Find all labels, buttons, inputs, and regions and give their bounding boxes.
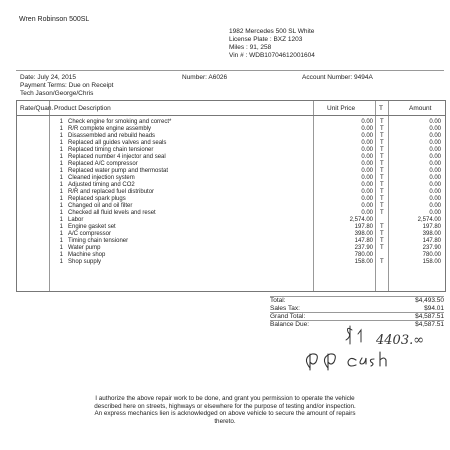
cell-qty: 1 bbox=[59, 224, 63, 230]
cell-qty: 1 bbox=[59, 203, 63, 209]
line-items-table bbox=[16, 100, 446, 292]
header-rate: Rate/Quan. bbox=[20, 105, 54, 112]
cell-desc: Engine gasket set bbox=[68, 224, 116, 230]
cell-tax: T bbox=[380, 133, 384, 139]
cell-tax: T bbox=[380, 140, 384, 146]
cell-desc: Replaced timing chain tensioner bbox=[68, 147, 154, 153]
table-row bbox=[17, 133, 445, 140]
cell-qty: 1 bbox=[59, 175, 63, 181]
cell-desc: Replaced A/C compressor bbox=[68, 161, 138, 167]
table-row bbox=[17, 161, 445, 168]
table-row bbox=[17, 189, 445, 196]
cell-price: 398.00 bbox=[354, 231, 373, 237]
cell-price: 0.00 bbox=[361, 126, 373, 132]
table-row bbox=[17, 140, 445, 147]
cell-amount: 0.00 bbox=[429, 182, 441, 188]
cell-tax: T bbox=[380, 119, 384, 125]
cell-amount: 0.00 bbox=[429, 175, 441, 181]
cell-tax: T bbox=[380, 182, 384, 188]
grand-total-label: Grand Total: bbox=[270, 313, 306, 320]
cell-qty: 1 bbox=[59, 140, 63, 146]
cell-qty: 1 bbox=[59, 231, 63, 237]
vehicle-model: 1982 Mercedes 500 SL White bbox=[229, 28, 315, 35]
cell-qty: 1 bbox=[59, 259, 63, 265]
cell-tax: T bbox=[380, 238, 384, 244]
cell-amount: 0.00 bbox=[429, 189, 441, 195]
cell-amount: 0.00 bbox=[429, 133, 441, 139]
cell-desc: Disassembled and rebuild heads bbox=[68, 133, 156, 139]
cell-amount: 0.00 bbox=[429, 140, 441, 146]
table-row bbox=[17, 252, 445, 259]
invoice-number: Number: A6026 bbox=[182, 74, 228, 81]
cell-desc: Changed oil and oil filter bbox=[68, 203, 133, 209]
cell-tax: T bbox=[380, 147, 384, 153]
cell-price: 0.00 bbox=[361, 175, 373, 181]
cell-qty: 1 bbox=[59, 210, 63, 216]
cell-price: 0.00 bbox=[361, 182, 373, 188]
cell-amount: 2,574.00 bbox=[417, 217, 441, 223]
cell-price: 2,574.00 bbox=[349, 217, 373, 223]
invoice-date: Date: July 24, 2015 bbox=[20, 74, 77, 81]
cell-desc: Water pump bbox=[68, 245, 101, 251]
handwritten-amount: 4403.∞ bbox=[376, 333, 425, 348]
cell-amount: 0.00 bbox=[429, 119, 441, 125]
cell-desc: Cleaned injection system bbox=[68, 175, 135, 181]
cell-price: 158.00 bbox=[354, 259, 373, 265]
account-number: Account Number: 9494A bbox=[302, 74, 373, 81]
cell-amount: 0.00 bbox=[429, 126, 441, 132]
table-row bbox=[17, 259, 445, 266]
table-row bbox=[17, 217, 445, 224]
cell-qty: 1 bbox=[59, 182, 63, 188]
balance-due-value: $4,587.51 bbox=[415, 321, 444, 328]
authorization-statement: I authorize the above repair work to be done, and grant you permission to operate the vehicle described here on streets, highways or elsewhere for the purpose of testing and/or inspection. An express mechanics lien is acknowledged on above vehicle to secure the amount of repairs thereto. bbox=[94, 395, 356, 425]
cell-amount: 398.00 bbox=[422, 231, 441, 237]
cell-amount: 0.00 bbox=[429, 168, 441, 174]
header-tax: T bbox=[379, 105, 383, 112]
cell-amount: 780.00 bbox=[422, 252, 441, 258]
cell-price: 780.00 bbox=[354, 252, 373, 258]
cell-tax: T bbox=[380, 224, 384, 230]
table-row bbox=[17, 168, 445, 175]
cell-qty: 1 bbox=[59, 217, 63, 223]
cell-desc: Check engine for smoking and correct* bbox=[68, 119, 172, 125]
invoice-header bbox=[16, 70, 444, 101]
cell-desc: Replaced water pump and thermostat bbox=[68, 168, 169, 174]
grand-total-value: $4,587.51 bbox=[415, 313, 444, 320]
cell-amount: 0.00 bbox=[429, 196, 441, 202]
cell-tax: T bbox=[380, 210, 384, 216]
cell-desc: Adjusted timing and CO2 bbox=[68, 182, 135, 188]
technicians: Tech Jason/George/Chris bbox=[20, 90, 94, 97]
cell-qty: 1 bbox=[59, 238, 63, 244]
cell-tax: T bbox=[380, 126, 384, 132]
cell-tax: T bbox=[380, 189, 384, 195]
cell-price: 197.80 bbox=[354, 224, 373, 230]
balance-due-label: Balance Due: bbox=[270, 321, 310, 328]
cell-amount: 0.00 bbox=[429, 154, 441, 160]
cell-desc: Labor bbox=[68, 217, 84, 223]
total-value: $4,493.50 bbox=[415, 297, 444, 304]
cell-desc: Machine shop bbox=[68, 252, 106, 258]
cell-price: 0.00 bbox=[361, 210, 373, 216]
cell-amount: 197.80 bbox=[422, 224, 441, 230]
table-row bbox=[17, 147, 445, 154]
cell-amount: 0.00 bbox=[429, 147, 441, 153]
cell-desc: A/C compressor bbox=[68, 231, 112, 237]
cell-tax: T bbox=[380, 203, 384, 209]
sales-tax-value: $94.01 bbox=[424, 305, 444, 312]
cell-qty: 1 bbox=[59, 119, 63, 125]
cell-tax: T bbox=[380, 259, 384, 265]
cell-desc: R/R complete engine assembly bbox=[68, 126, 152, 132]
cell-tax: T bbox=[380, 196, 384, 202]
vehicle-vin: Vin # : WDB10704612001604 bbox=[229, 52, 315, 59]
cell-price: 0.00 bbox=[361, 133, 373, 139]
cell-amount: 0.00 bbox=[429, 161, 441, 167]
cell-tax: T bbox=[380, 175, 384, 181]
vehicle-info bbox=[229, 28, 315, 60]
table-row bbox=[17, 154, 445, 161]
cell-qty: 1 bbox=[59, 126, 63, 132]
cell-qty: 1 bbox=[59, 161, 63, 167]
cell-qty: 1 bbox=[59, 133, 63, 139]
cell-amount: 0.00 bbox=[429, 203, 441, 209]
table-row bbox=[17, 119, 445, 126]
cell-desc: Replaced all guides valves and seals bbox=[68, 140, 167, 146]
cell-desc: Checked all fluid levels and reset bbox=[68, 210, 156, 216]
cell-amount: 237.90 bbox=[422, 245, 441, 251]
handwritten-note bbox=[300, 324, 445, 374]
table-header bbox=[17, 101, 445, 116]
cell-price: 0.00 bbox=[361, 147, 373, 153]
cell-qty: 1 bbox=[59, 154, 63, 160]
cell-qty: 1 bbox=[59, 147, 63, 153]
table-row bbox=[17, 210, 445, 217]
cell-price: 0.00 bbox=[361, 189, 373, 195]
cell-amount: 158.00 bbox=[422, 259, 441, 265]
header-description: Product Description bbox=[54, 105, 111, 112]
table-row bbox=[17, 182, 445, 189]
cell-price: 237.90 bbox=[354, 245, 373, 251]
table-row bbox=[17, 126, 445, 133]
cell-price: 0.00 bbox=[361, 203, 373, 209]
cell-price: 0.00 bbox=[361, 196, 373, 202]
cell-tax: T bbox=[380, 231, 384, 237]
cell-qty: 1 bbox=[59, 245, 63, 251]
cell-qty: 1 bbox=[59, 168, 63, 174]
cell-qty: 1 bbox=[59, 196, 63, 202]
cell-price: 0.00 bbox=[361, 168, 373, 174]
cell-amount: 147.80 bbox=[422, 238, 441, 244]
customer-name: Wren Robinson 500SL bbox=[19, 16, 90, 23]
total-label: Total: bbox=[270, 297, 286, 304]
cell-tax: T bbox=[380, 168, 384, 174]
vehicle-miles: Miles : 91, 258 bbox=[229, 44, 272, 51]
header-unit-price: Unit Price bbox=[327, 105, 356, 112]
cell-desc: R/R and replaced fuel distributor bbox=[68, 189, 155, 195]
payment-terms: Payment Terms: Due on Receipt bbox=[20, 82, 114, 89]
cell-price: 0.00 bbox=[361, 154, 373, 160]
cell-qty: 1 bbox=[59, 189, 63, 195]
header-amount: Amount bbox=[409, 105, 432, 112]
table-row bbox=[17, 238, 445, 245]
table-row bbox=[17, 231, 445, 238]
sales-tax-label: Sales Tax: bbox=[270, 305, 300, 312]
table-row bbox=[17, 245, 445, 252]
table-row bbox=[17, 203, 445, 210]
cell-amount: 0.00 bbox=[429, 210, 441, 216]
cell-tax: T bbox=[380, 245, 384, 251]
table-row bbox=[17, 224, 445, 231]
cell-tax: T bbox=[380, 154, 384, 160]
vehicle-plate: License Plate : BXZ 1203 bbox=[229, 36, 303, 43]
table-row bbox=[17, 196, 445, 203]
cell-qty: 1 bbox=[59, 252, 63, 258]
cell-price: 0.00 bbox=[361, 140, 373, 146]
cell-tax: T bbox=[380, 161, 384, 167]
cell-price: 147.80 bbox=[354, 238, 373, 244]
cell-desc: Shop supply bbox=[68, 259, 102, 265]
cell-desc: Timing chain tensioner bbox=[68, 238, 129, 244]
cell-desc: Replaced number 4 injector and seal bbox=[68, 154, 166, 160]
cell-desc: Replaced spark plugs bbox=[68, 196, 126, 202]
table-row bbox=[17, 175, 445, 182]
cell-price: 0.00 bbox=[361, 119, 373, 125]
cell-price: 0.00 bbox=[361, 161, 373, 167]
